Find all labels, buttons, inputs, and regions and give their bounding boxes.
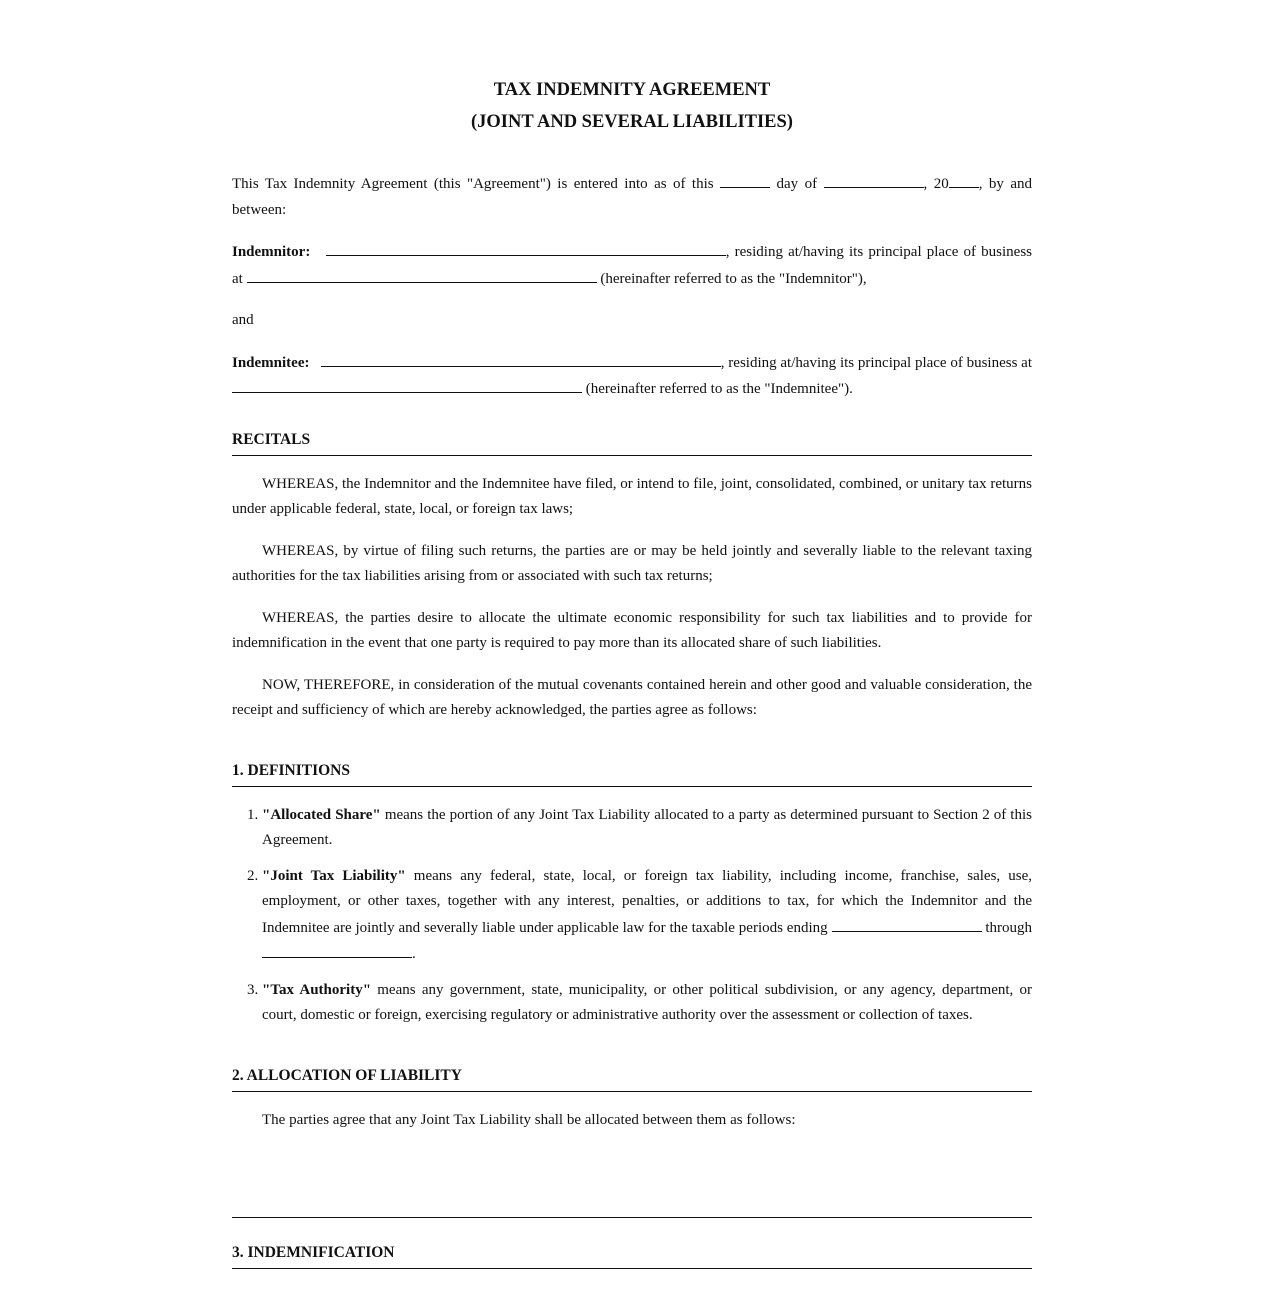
definitions-list [232,803,1032,1029]
through-text: through [985,919,1033,936]
recitals-heading: RECITALS [232,429,1032,456]
definition-text: means the portion of any Joint Tax Liability allocated to a party as determined pursuant to Section 2 of this Agreement. [262,806,1032,848]
definition-item [262,864,1032,968]
now-therefore-paragraph: NOW, THEREFORE, in consideration of the mutual covenants contained herein and other good and valuable consideration, the receipt and sufficiency of which are hereby acknowledged, the parties agree as follows: [232,676,1032,718]
indemnitor-residing-text: , residing at/having its principal place of business at [232,244,1032,287]
period-end-blank[interactable] [262,941,412,958]
day-blank[interactable] [720,171,770,188]
agreement-page [232,0,1032,1269]
intro-text-3: , 20 [923,176,949,192]
indemnitor-referred-text: (hereinafter referred to as the "Indemnitor"), [600,270,867,287]
month-blank[interactable] [824,171,924,188]
definitions-heading: 1. DEFINITIONS [232,760,1032,787]
indemnitee-paragraph [232,350,1032,403]
indemnitor-paragraph [232,239,1032,292]
indemnitor-address-blank[interactable] [247,266,597,283]
allocation-blank-area[interactable] [232,1133,1032,1218]
document-subtitle: (JOINT AND SEVERAL LIABILITIES) [471,112,793,132]
indemnitor-name-blank[interactable] [326,239,726,256]
year-blank[interactable] [949,171,979,188]
definition-term: "Allocated Share" [262,806,381,823]
indemnification-heading: 3. INDEMNIFICATION [232,1242,1032,1269]
allocation-intro: The parties agree that any Joint Tax Liability shall be allocated between them as follows: [262,1111,796,1128]
indemnitee-referred-text: (hereinafter referred to as the "Indemnitee"). [585,381,853,397]
indemnitee-label: Indemnitee: [232,354,310,371]
definition-item [262,978,1032,1029]
recital-paragraph: WHEREAS, the Indemnitor and the Indemnitee have filed, or intend to file, joint, consolidated, combined, or unitary tax returns under applicable federal, state, local, or foreign tax laws; [232,475,1032,517]
document-title: TAX INDEMNITY AGREEMENT [493,80,771,100]
indemnitee-residing-text: , residing at/having its principal place of business at [720,354,1033,371]
period-start-blank[interactable] [832,915,982,932]
intro-text-2: day of [776,176,818,192]
recital-paragraph: WHEREAS, the parties desire to allocate the ultimate economic responsibility for such tax liabilities and to provide for indemnification in the event that one party is required to pay more than its allocated share of such liabilities. [232,609,1032,651]
intro-text-4: , by and between: [232,176,1032,218]
indemnitee-name-blank[interactable] [321,350,721,367]
indemnitor-label: Indemnitor: [232,244,311,260]
definition-term: "Tax Authority" [262,981,372,998]
recital-paragraph: WHEREAS, by virtue of filing such returns, the parties are or may be held jointly and severally liable to the relevant taxing authorities for the tax liabilities arising from or associated with such tax returns; [232,542,1032,584]
definition-item [262,803,1032,854]
allocation-heading: 2. ALLOCATION OF LIABILITY [232,1065,1032,1092]
definition-term: "Joint Tax Liability" [262,867,406,884]
definition-end-punct: . [412,946,416,962]
definition-text: means any federal, state, local, or foreign tax liability, including income, franchise, sales, use, employment, or other taxes, together with any interest, penalties, or additions to tax, for which the Indemnitor and the Indemnitee are jointly and severally liable under applicable law for the taxable periods ending [262,867,1032,936]
and-text: and [232,312,254,328]
intro-paragraph [232,171,1032,223]
intro-text-1: This Tax Indemnity Agreement (this "Agreement") is entered into as of this [232,176,714,192]
definition-text: means any government, state, municipality, or other political subdivision, or any agency, department, or court, domestic or foreign, exercising regulatory or administrative authority over the assessment or collection of taxes. [262,981,1032,1023]
indemnitee-address-blank[interactable] [232,376,582,393]
